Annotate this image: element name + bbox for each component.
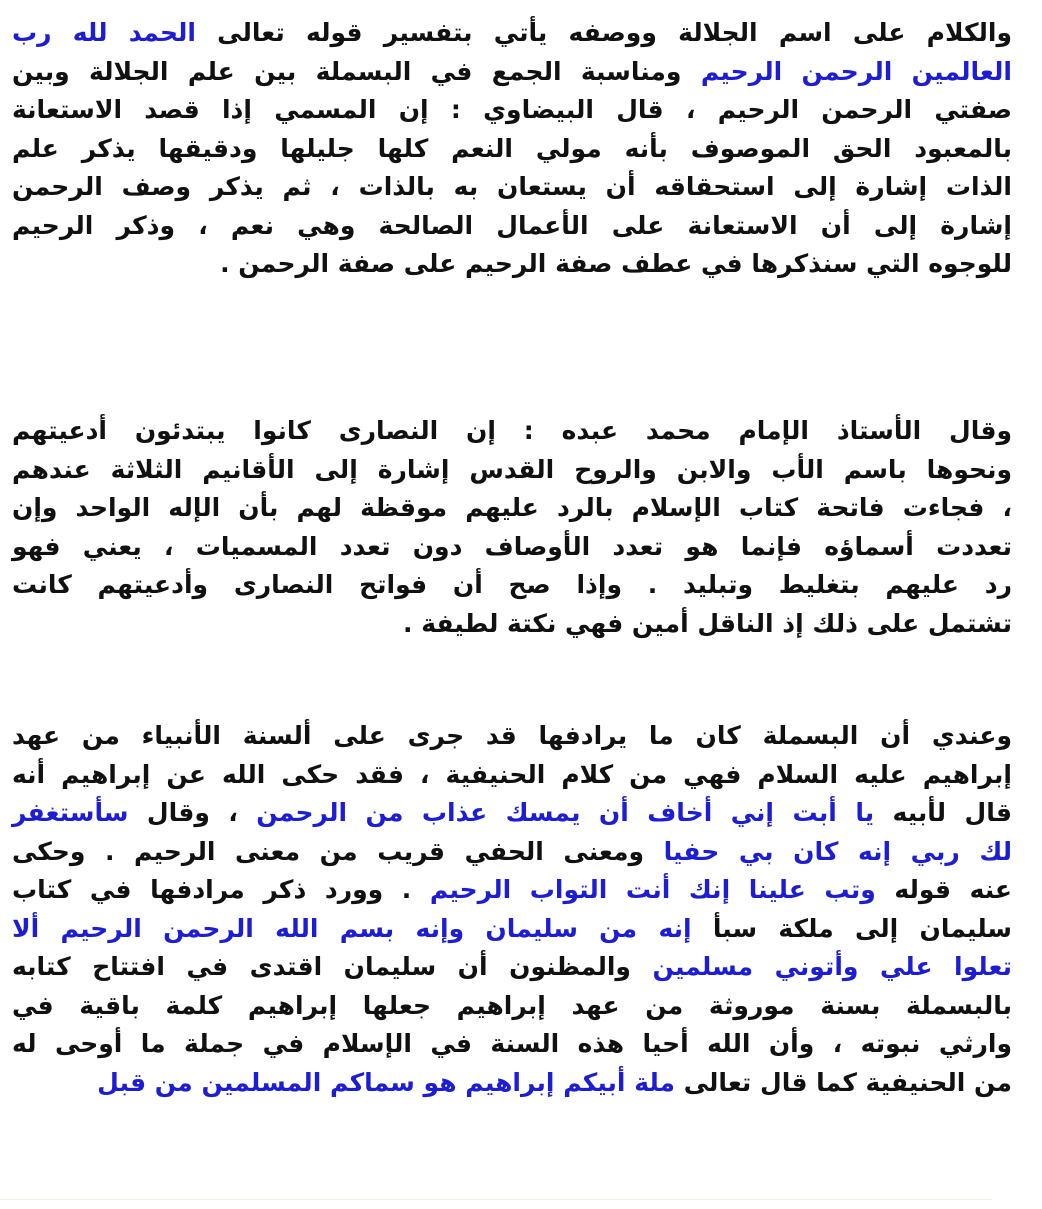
body-text: بالبسملة بسنة موروثة من عهد إبراهيم جعلها إبراهيم كلمة باقية في: [12, 990, 1012, 1020]
body-text: قال لأبيه: [874, 798, 1012, 827]
body-text: ومناسبة الجمع في البسملة بين علم الجلالة وبين: [12, 56, 701, 86]
quran-quote: لك ربي إنه كان بي حفيا: [663, 836, 1013, 866]
body-text: وعندي أن البسملة كان ما يرادفها قد جرى على ألسنة الأنبياء من عهد: [12, 721, 1012, 750]
text-line: [12, 53, 1012, 92]
body-text: تشتمل على ذلك إذ الناقل أمين فهي نكتة لطيفة .: [403, 608, 1012, 638]
body-text: والمظنون أن سليمان اقتدى في افتتاح كتابه: [12, 952, 653, 981]
text-line: [12, 948, 1012, 987]
body-text: بالمعبود الحق الموصوف بأنه مولي النعم كلها جليلها ودقيقها يذكر علم: [12, 133, 1012, 163]
text-line: [12, 168, 1012, 207]
text-line: [12, 207, 1012, 246]
body-text: . وورد ذكر مرادفها في كتاب: [12, 875, 430, 904]
body-text: للوجوه التي سنذكرها في عطف صفة الرحيم على صفة الرحمن .: [220, 249, 1012, 278]
quran-quote: تعلوا علي وأتوني مسلمين: [652, 952, 1012, 981]
text-line: [12, 910, 1012, 949]
body-text: عنه قوله: [875, 875, 1013, 904]
quran-quote: إنه من سليمان وإنه بسم الله الرحمن الرحيم ألا: [12, 913, 692, 943]
text-line: [12, 1025, 1012, 1064]
text-line: [12, 130, 1012, 169]
body-text: ، وقال: [128, 798, 257, 827]
body-text: وقال الأستاذ الإمام محمد عبده : إن النصارى كانوا يبتدئون أدعيتهم: [12, 416, 1012, 445]
body-text: الذات إشارة إلى استحقاقه أن يستعان به بالذات ، ثم يذكر وصف الرحمن: [12, 172, 1012, 201]
paragraph-1: [12, 14, 1012, 284]
body-text: إشارة إلى أن الاستعانة على الأعمال الصالحة وهي نعم ، وذكر الرحيم: [12, 210, 1012, 240]
text-line: [12, 91, 1012, 130]
quran-quote: الحمد لله رب: [12, 18, 196, 47]
text-line: [12, 756, 1012, 795]
text-line: [12, 245, 1012, 284]
body-text: رد عليهم بتغليط وتبليد . وإذا صح أن فواتح النصارى وأدعيتهم كانت: [12, 570, 1012, 599]
text-line: [12, 987, 1012, 1026]
text-line: [12, 412, 1012, 451]
quran-quote: العالمين الرحمن الرحيم: [700, 56, 1012, 86]
body-text: والكلام على اسم الجلالة ووصفه يأتي بتفسير قوله تعالى: [195, 18, 1012, 47]
body-text: وارثي نبوته ، وأن الله أحيا هذه السنة في الإسلام في جملة ما أوحى له: [12, 1029, 1012, 1058]
paragraph-3: [12, 717, 1012, 1102]
body-text: من الحنيفية كما قال تعالى: [675, 1067, 1012, 1097]
bottom-divider: [0, 1199, 992, 1200]
quran-quote: يا أبت إني أخاف أن يمسك عذاب من الرحمن: [256, 798, 875, 827]
text-line: [12, 566, 1012, 605]
body-text: تعددت أسماؤه فإنما هو تعدد الأوصاف دون تعدد المسميات ، يعني فهو: [12, 531, 1012, 561]
text-line: [12, 14, 1012, 53]
text-line: [12, 451, 1012, 490]
quran-quote: سأستغفر: [12, 798, 129, 827]
body-text: إبراهيم عليه السلام فهي من كلام الحنيفية ، فقد حكى الله عن إبراهيم أنه: [12, 759, 1012, 789]
paragraph-2: [12, 412, 1012, 643]
body-text: ونحوها باسم الأب والابن والروح القدس إشارة إلى الأقانيم الثلاثة عندهم: [12, 454, 1012, 484]
body-text: ، فجاءت فاتحة كتاب الإسلام بالرد عليهم موقظة لهم بأن الإله الواحد وإن: [12, 493, 1012, 522]
text-line: [12, 1064, 1012, 1103]
text-line: [12, 871, 1012, 910]
quran-quote: ملة أبيكم إبراهيم هو سماكم المسلمين من قبل: [97, 1067, 676, 1097]
text-line: [12, 489, 1012, 528]
text-line: [12, 833, 1012, 872]
text-line: [12, 528, 1012, 567]
text-line: [12, 605, 1012, 644]
quran-quote: وتب علينا إنك أنت التواب الرحيم: [429, 875, 876, 904]
body-text: ومعنى الحفي قريب من معنى الرحيم . وحكى: [12, 836, 664, 866]
body-text: صفتي الرحمن الرحيم ، قال البيضاوي : إن المسمي إذا قصد الاستعانة: [12, 95, 1012, 124]
body-text: سليمان إلى ملكة سبأ: [691, 913, 1013, 943]
text-line: [12, 794, 1012, 833]
text-line: [12, 717, 1012, 756]
